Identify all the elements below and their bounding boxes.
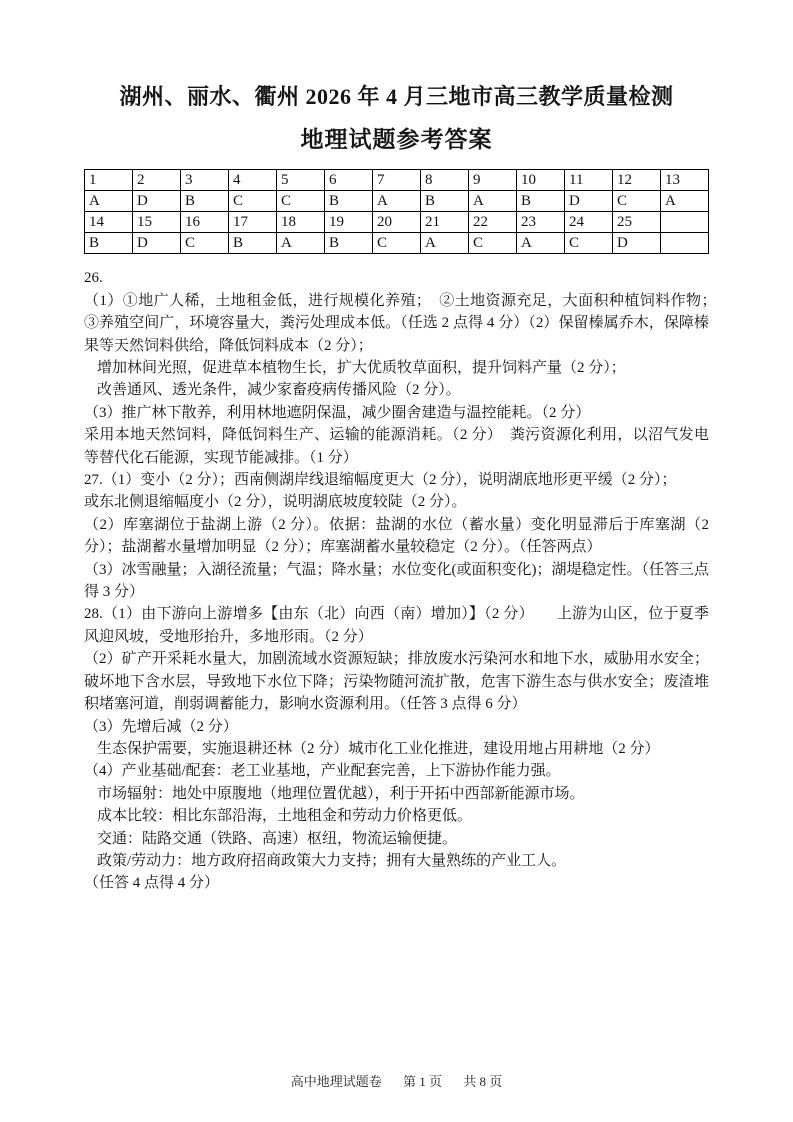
answer-table <box>84 169 709 254</box>
q27-ans-1b: 或东北侧退缩幅度小（2 分），说明湖底坡度较陡（2 分）。 <box>84 494 467 511</box>
answer-table-cell: 12 <box>613 170 661 191</box>
q26-ans-3: （3）推广林下散养，利用林地遮阴保温，减少圈舍建造与温控能耗。（2 分） <box>84 404 591 421</box>
footer-doc-name: 高中地理试题卷 <box>290 1074 382 1089</box>
answer-table-cell: 15 <box>133 212 181 233</box>
answer-table-cell: C <box>565 233 613 254</box>
q26-number: 26. <box>84 270 103 287</box>
answer-table-cell: 21 <box>421 212 469 233</box>
document-title: 湖州、丽水、衢州 2026 年 4 月三地市高三教学质量检测 <box>119 84 674 109</box>
page-content <box>84 84 725 895</box>
q28-ans-4-transport: 交通：陆路交通（铁路、高速）枢纽，物流运输便捷。 <box>97 830 458 847</box>
q26-ans-2b: 增加林间光照，促进草本植物生长，扩大优质牧草面积，提升饲料产量（2 分）； <box>97 360 626 377</box>
q28-ans-4-market: 市场辐射：地处中原腹地（地理位置优越），利于开拓中西部新能源市场。 <box>97 785 585 802</box>
answer-table-cell: B <box>421 191 469 212</box>
q28-ans-4-policy: 政策/劳动力：地方政府招商政策大力支持；拥有大量熟练的产业工人。 <box>97 852 567 869</box>
answer-table-cell: 20 <box>373 212 421 233</box>
answer-table-cell: 23 <box>517 212 565 233</box>
answer-table-cell: 10 <box>517 170 565 191</box>
answer-table-cell: B <box>325 233 373 254</box>
answer-table-cell: B <box>85 233 133 254</box>
answer-table-cell: B <box>181 191 229 212</box>
answer-table-cell: 4 <box>229 170 277 191</box>
answer-table-cell: A <box>469 191 517 212</box>
footer-page-total: 共 8 页 <box>463 1074 503 1089</box>
answer-table-row <box>85 212 709 233</box>
answer-table-cell: 8 <box>421 170 469 191</box>
answer-table-row <box>85 191 709 212</box>
q28-ans-4-industry: （4）产业基础/配套：老工业基地，产业配套完善，上下游协作能力强。 <box>84 763 561 780</box>
answer-table-cell: C <box>373 233 421 254</box>
answer-table-cell: 13 <box>661 170 709 191</box>
answer-table-cell: 3 <box>181 170 229 191</box>
answer-table-cell: 6 <box>325 170 373 191</box>
answer-table-cell: 2 <box>133 170 181 191</box>
answer-table-cell: 7 <box>373 170 421 191</box>
answer-table-row <box>85 170 709 191</box>
q27-ans-1: 27.（1）变小（2 分）；西南侧湖岸线退缩幅度更大（2 分），说明湖底地形更平缓（2 分）； <box>84 472 677 489</box>
q28-ans-2: （2）矿产开采耗水量大，加剧流域水资源短缺；排放废水污染河水和地下水，威胁用水安全；破坏地下含水层，导致地下水位下降；污染物随河流扩散，危害下游生态与供水安全；废渣堆积堵塞河道，削弱调蓄能力，影响水资源利用。（任答 3 点得 6 分） <box>84 651 709 713</box>
answer-table-cell: 9 <box>469 170 517 191</box>
answer-table-cell: D <box>133 233 181 254</box>
answer-table-cell: C <box>469 233 517 254</box>
q26-ans-1-and-2: （1）①地广人稀，土地租金低，进行规模化养殖； ②土地资源充足，大面积种植饲料作物； ③养殖空间广，环境容量大，粪污处理成本低。（任选 2 点得 4 分）（2）保留榛属乔木，保障榛果等天然饲料供给，降低饲料成本（2 分）； <box>84 292 725 354</box>
answers-body <box>84 267 725 894</box>
answer-table-cell: 19 <box>325 212 373 233</box>
q28-ans-1: 28.（1）由下游向上游增多【由东（北）向西（南）增加）】（2 分） 上游为山区，位于夏季风迎风坡，受地形抬升，多地形雨。（2 分） <box>84 606 709 645</box>
answer-table-cell: A <box>517 233 565 254</box>
answer-table-cell: C <box>229 191 277 212</box>
q27-ans-2: （2）库塞湖位于盐湖上游（2 分）。依据：盐湖的水位（蓄水量）变化明显滞后于库塞湖（2 分）；盐湖蓄水量增加明显（2 分）；库塞湖蓄水量较稳定（2 分）。（任答两点） <box>84 516 709 556</box>
answer-table-cell: D <box>133 191 181 212</box>
answer-table-cell: 1 <box>85 170 133 191</box>
answer-table-cell <box>661 212 709 233</box>
q28-ans-4-note: （任答 4 点得 4 分） <box>84 875 220 892</box>
answer-table-cell: B <box>325 191 373 212</box>
answer-table-cell: 14 <box>85 212 133 233</box>
answer-table-cell: C <box>277 191 325 212</box>
q26-ans-2c: 改善通风、透光条件，减少家畜疫病传播风险（2 分）。 <box>97 382 461 399</box>
answer-table-cell: A <box>85 191 133 212</box>
answer-table-cell: 11 <box>565 170 613 191</box>
answer-table-cell: B <box>229 233 277 254</box>
page-footer <box>0 1071 793 1090</box>
answer-table-cell: C <box>181 233 229 254</box>
answer-table-row <box>85 233 709 254</box>
q28-ans-3b: 生态保护需要，实施退耕还林（2 分）城市化工业化推进，建设用地占用耕地（2 分） <box>97 740 660 757</box>
answer-table-cell: B <box>517 191 565 212</box>
answer-table-cell: 16 <box>181 212 229 233</box>
q28-ans-4-cost: 成本比较：相比东部沿海，土地租金和劳动力价格更低。 <box>97 808 473 825</box>
answer-table-cell: D <box>613 233 661 254</box>
answer-table-cell: 25 <box>613 212 661 233</box>
answer-table-cell: 24 <box>565 212 613 233</box>
answer-table-cell <box>661 233 709 254</box>
q27-ans-3: （3）冰雪融量；入湖径流量；气温；降水量；水位变化(或面积变化)；湖堤稳定性。（任答三点得 3 分） <box>84 561 709 601</box>
footer-page-number: 第 1 页 <box>402 1074 442 1089</box>
answer-table-cell: 17 <box>229 212 277 233</box>
q28-ans-3: （3）先增后减（2 分） <box>84 718 238 735</box>
document-subtitle: 地理试题参考答案 <box>300 127 493 153</box>
answer-table-cell: A <box>421 233 469 254</box>
answer-table-cell: A <box>277 233 325 254</box>
q26-ans-3b: 采用本地天然饲料，降低饲料生产、运输的能源消耗。（2 分） 粪污资源化利用，以沼气发电等替代化石能源，实现节能减排。（1 分） <box>84 427 709 466</box>
answer-table-cell: A <box>373 191 421 212</box>
answer-table-cell: 5 <box>277 170 325 191</box>
answer-table-cell: D <box>565 191 613 212</box>
answer-table-body <box>85 170 709 254</box>
answer-table-cell: 22 <box>469 212 517 233</box>
answer-table-cell: A <box>661 191 709 212</box>
answer-table-cell: C <box>613 191 661 212</box>
answer-table-cell: 18 <box>277 212 325 233</box>
